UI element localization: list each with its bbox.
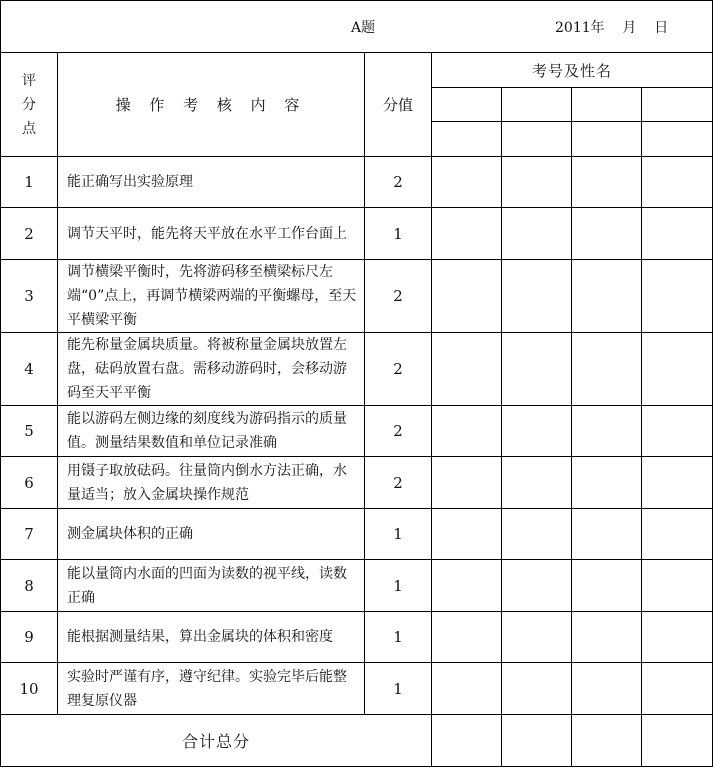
row-content: 调节天平时，能先将天平放在水平工作台面上: [58, 208, 365, 260]
score-entry-cell[interactable]: [642, 157, 713, 208]
exam-title: A题: [351, 20, 376, 36]
row-score: 2: [365, 260, 432, 333]
score-entry-cell[interactable]: [502, 612, 572, 663]
score-entry-cell[interactable]: [502, 509, 572, 560]
score-entry-cell[interactable]: [572, 406, 642, 457]
row-number: 6: [1, 457, 58, 509]
total-entry-cell[interactable]: [572, 715, 642, 767]
candidate-number-cell[interactable]: [432, 88, 502, 122]
table-row: [1, 612, 713, 663]
row-content: 能根据测量结果，算出金属块的体积和密度: [58, 612, 365, 663]
row-score: 1: [365, 560, 432, 612]
score-entry-cell[interactable]: [572, 157, 642, 208]
candidate-name-cell[interactable]: [642, 122, 713, 157]
row-number: 10: [1, 663, 58, 715]
score-entry-cell[interactable]: [432, 157, 502, 208]
row-score: 1: [365, 208, 432, 260]
score-entry-cell[interactable]: [502, 260, 572, 333]
row-number: 8: [1, 560, 58, 612]
score-entry-cell[interactable]: [572, 260, 642, 333]
candidate-name-cell[interactable]: [502, 122, 572, 157]
score-entry-cell[interactable]: [502, 208, 572, 260]
title-row: [1, 1, 713, 53]
row-number: 9: [1, 612, 58, 663]
score-entry-cell[interactable]: [572, 560, 642, 612]
table-row: [1, 509, 713, 560]
row-number: 1: [1, 157, 58, 208]
candidate-name-cell[interactable]: [432, 122, 502, 157]
score-entry-cell[interactable]: [642, 333, 713, 406]
score-entry-cell[interactable]: [502, 457, 572, 509]
score-entry-cell[interactable]: [572, 509, 642, 560]
total-entry-cell[interactable]: [432, 715, 502, 767]
score-entry-cell[interactable]: [432, 333, 502, 406]
table-row: [1, 560, 713, 612]
row-score: 2: [365, 333, 432, 406]
score-entry-cell[interactable]: [502, 663, 572, 715]
row-score: 1: [365, 612, 432, 663]
row-score: 2: [365, 157, 432, 208]
candidate-number-cell[interactable]: [642, 88, 713, 122]
row-number: 7: [1, 509, 58, 560]
point-char-3: 点: [22, 120, 36, 137]
row-score: 2: [365, 406, 432, 457]
row-content: 测金属块体积的正确: [58, 509, 365, 560]
point-char-1: 评: [22, 72, 36, 89]
candidate-number-cell[interactable]: [502, 88, 572, 122]
row-content: 能正确写出实验原理: [58, 157, 365, 208]
total-row: [1, 715, 713, 767]
score-entry-cell[interactable]: [432, 560, 502, 612]
score-entry-cell[interactable]: [572, 333, 642, 406]
score-header: 分值: [365, 53, 432, 157]
total-label: 合计总分: [1, 715, 432, 767]
table-row: [1, 157, 713, 208]
score-entry-cell[interactable]: [572, 457, 642, 509]
score-entry-cell[interactable]: [572, 612, 642, 663]
score-entry-cell[interactable]: [502, 406, 572, 457]
exam-number-name-header: 考号及性名: [432, 53, 713, 88]
row-number: 4: [1, 333, 58, 406]
score-entry-cell[interactable]: [502, 560, 572, 612]
row-content: 能以游码左侧边缘的刻度线为游码指示的质量值。测量结果数值和单位记录准确: [58, 406, 365, 457]
score-entry-cell[interactable]: [432, 457, 502, 509]
row-score: 1: [365, 663, 432, 715]
table-row: [1, 208, 713, 260]
score-entry-cell[interactable]: [642, 406, 713, 457]
total-entry-cell[interactable]: [642, 715, 713, 767]
score-entry-cell[interactable]: [502, 157, 572, 208]
score-entry-cell[interactable]: [502, 333, 572, 406]
row-score: 2: [365, 457, 432, 509]
row-content: 能以量筒内水面的凹面为读数的视平线，读数正确: [58, 560, 365, 612]
row-number: 2: [1, 208, 58, 260]
row-number: 3: [1, 260, 58, 333]
row-content: 调节横梁平衡时，先将游码移至横梁标尺左端“0”点上，再调节横梁两端的平衡螺母，至天平横梁平衡: [58, 260, 365, 333]
row-number: 5: [1, 406, 58, 457]
table-row: [1, 333, 713, 406]
score-entry-cell[interactable]: [432, 509, 502, 560]
row-content: 实验时严谨有序，遵守纪律。实验完毕后能整理复原仪器: [58, 663, 365, 715]
candidate-name-cell[interactable]: [572, 122, 642, 157]
row-score: 1: [365, 509, 432, 560]
score-entry-cell[interactable]: [642, 509, 713, 560]
score-entry-cell[interactable]: [572, 208, 642, 260]
score-entry-cell[interactable]: [642, 208, 713, 260]
score-entry-cell[interactable]: [432, 612, 502, 663]
total-entry-cell[interactable]: [502, 715, 572, 767]
content-header: 操 作 考 核 内 容: [58, 53, 365, 157]
score-entry-cell[interactable]: [642, 663, 713, 715]
score-entry-cell[interactable]: [642, 457, 713, 509]
row-content: 能先称量金属块质量。将被称量金属块放置左盘，砝码放置右盘。需移动游码时，会移动游码至天平平衡: [58, 333, 365, 406]
score-entry-cell[interactable]: [432, 208, 502, 260]
score-entry-cell[interactable]: [432, 663, 502, 715]
table-row: [1, 457, 713, 509]
score-entry-cell[interactable]: [642, 260, 713, 333]
point-char-2: 分: [22, 96, 36, 113]
row-content: 用镊子取放砝码。往量筒内倒水方法正确，水量适当；放入金属块操作规范: [58, 457, 365, 509]
table-row: [1, 260, 713, 333]
score-entry-cell[interactable]: [642, 612, 713, 663]
table-row: [1, 406, 713, 457]
table-row: [1, 663, 713, 715]
score-entry-cell[interactable]: [642, 560, 713, 612]
score-entry-cell[interactable]: [432, 406, 502, 457]
point-header: [1, 53, 58, 157]
date-line: 2011年 月 日: [555, 20, 669, 36]
score-entry-cell[interactable]: [572, 663, 642, 715]
candidate-number-cell[interactable]: [572, 88, 642, 122]
score-entry-cell[interactable]: [432, 260, 502, 333]
